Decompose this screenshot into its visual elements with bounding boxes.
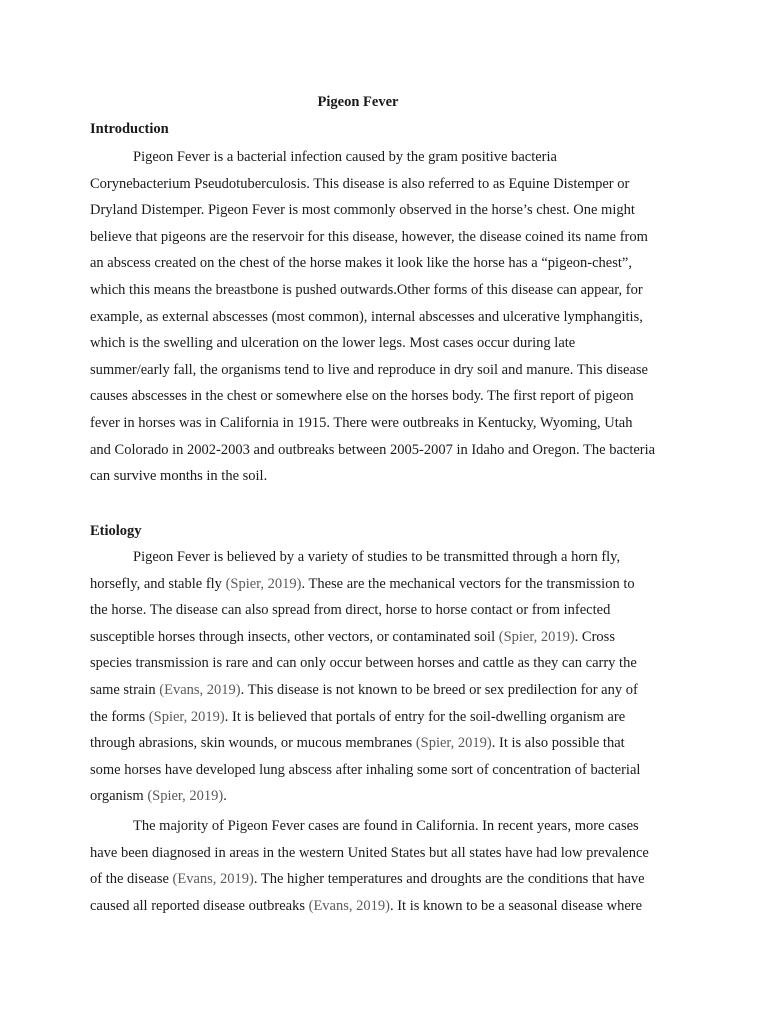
text-line: can survive months in the soil. xyxy=(90,468,268,485)
citation: (Evans, 2019) xyxy=(308,897,390,914)
text-line: which is the swelling and ulceration on the lower legs. Most cases occur during late xyxy=(90,335,576,352)
text-segment: some horses have developed lung abscess after inhaling some sort of concentration of bacterial xyxy=(90,761,641,778)
text-segment: . This disease is not known to be breed or sex predilection for any of xyxy=(240,681,638,698)
text-line xyxy=(90,783,682,810)
text-line: and Colorado in 2002-2003 and outbreaks between 2005-2007 in Idaho and Oregon. The bacteria xyxy=(90,441,656,458)
citation: (Evans, 2019) xyxy=(159,681,241,698)
text-segment: of the disease xyxy=(90,871,173,888)
text-line xyxy=(90,730,682,757)
citation: (Spier, 2019) xyxy=(147,788,224,805)
text-line: which this means the breastbone is pushed outwards.Other forms of this disease can appear, for xyxy=(90,281,643,298)
text-segment: have been diagnosed in areas in the western United States but all states have had low prevalence xyxy=(90,844,649,861)
text-line: fever in horses was in California in 1915. There were outbreaks in Kentucky, Wyoming, Utah xyxy=(90,414,633,431)
text-line xyxy=(90,650,682,677)
text-line xyxy=(90,840,682,867)
text-line xyxy=(90,704,682,731)
text-line xyxy=(90,893,682,920)
text-segment: . It is believed that portals of entry for the soil-dwelling organism are xyxy=(224,708,626,725)
text-segment: species transmission is rare and can only occur between horses and cattle as they can carry the xyxy=(90,655,637,672)
text-line: Dryland Distemper. Pigeon Fever is most commonly observed in the horse’s chest. One might xyxy=(90,202,635,219)
citation: (Spier, 2019) xyxy=(498,628,575,645)
text-line xyxy=(90,544,682,571)
text-segment: same strain xyxy=(90,681,160,698)
text-line xyxy=(90,813,682,840)
text-segment: susceptible horses through insects, other vectors, or contaminated soil xyxy=(90,628,499,645)
text-segment: . It is known to be a seasonal disease where xyxy=(389,897,643,914)
text-line: Corynebacterium Pseudotuberculosis. This disease is also referred to as Equine Distemper or xyxy=(90,175,630,192)
text-segment: . These are the mechanical vectors for the transmission to xyxy=(301,575,635,592)
citation: (Spier, 2019) xyxy=(415,735,492,752)
text-segment: Pigeon Fever is believed by a variety of studies to be transmitted through a horn fly, xyxy=(133,549,621,565)
text-line xyxy=(90,624,682,651)
citation: (Spier, 2019) xyxy=(148,708,225,725)
text-line xyxy=(90,677,682,704)
text-line: believe that pigeons are the reservoir for this disease, however, the disease coined its name from xyxy=(90,228,648,245)
heading-etiology: Etiology xyxy=(90,523,142,539)
text-segment: organism xyxy=(90,788,148,805)
text-line xyxy=(90,866,682,893)
document-title: Pigeon Fever xyxy=(317,94,399,110)
text-segment: The majority of Pigeon Fever cases are found in California. In recent years, more cases xyxy=(133,818,639,834)
text-line: Pigeon Fever is a bacterial infection caused by the gram positive bacteria xyxy=(133,149,557,165)
text-line: an abscess created on the chest of the horse makes it look like the horse has a “pigeon-chest”, xyxy=(90,255,632,272)
text-line: example, as external abscesses (most common), internal abscesses and ulcerative lymphangitis, xyxy=(90,308,643,325)
text-segment: . xyxy=(223,788,227,805)
citation: (Spier, 2019) xyxy=(225,575,302,592)
etiology-paragraph-1 xyxy=(90,544,682,810)
text-segment: caused all reported disease outbreaks xyxy=(90,897,309,914)
text-line: causes abscesses in the chest or somewhere else on the horses body. The first report of pigeon xyxy=(90,388,634,405)
etiology-paragraph-2 xyxy=(90,813,682,919)
text-segment: through abrasions, skin wounds, or mucous membranes xyxy=(90,735,416,752)
heading-introduction: Introduction xyxy=(90,121,169,137)
text-segment: the forms xyxy=(90,708,149,725)
text-segment: . It is also possible that xyxy=(491,735,625,752)
text-segment: horsefly, and stable fly xyxy=(90,575,226,592)
text-line: summer/early fall, the organisms tend to live and reproduce in dry soil and manure. This disease xyxy=(90,361,648,378)
text-segment: . The higher temperatures and droughts are the conditions that have xyxy=(253,871,645,888)
text-segment: the horse. The disease can also spread from direct, horse to horse contact or from infected xyxy=(90,602,611,619)
text-line xyxy=(90,571,682,598)
citation: (Evans, 2019) xyxy=(172,871,254,888)
introduction-paragraph xyxy=(90,144,682,490)
text-line xyxy=(90,757,682,784)
text-line xyxy=(90,597,682,624)
text-segment: . Cross xyxy=(574,628,615,645)
